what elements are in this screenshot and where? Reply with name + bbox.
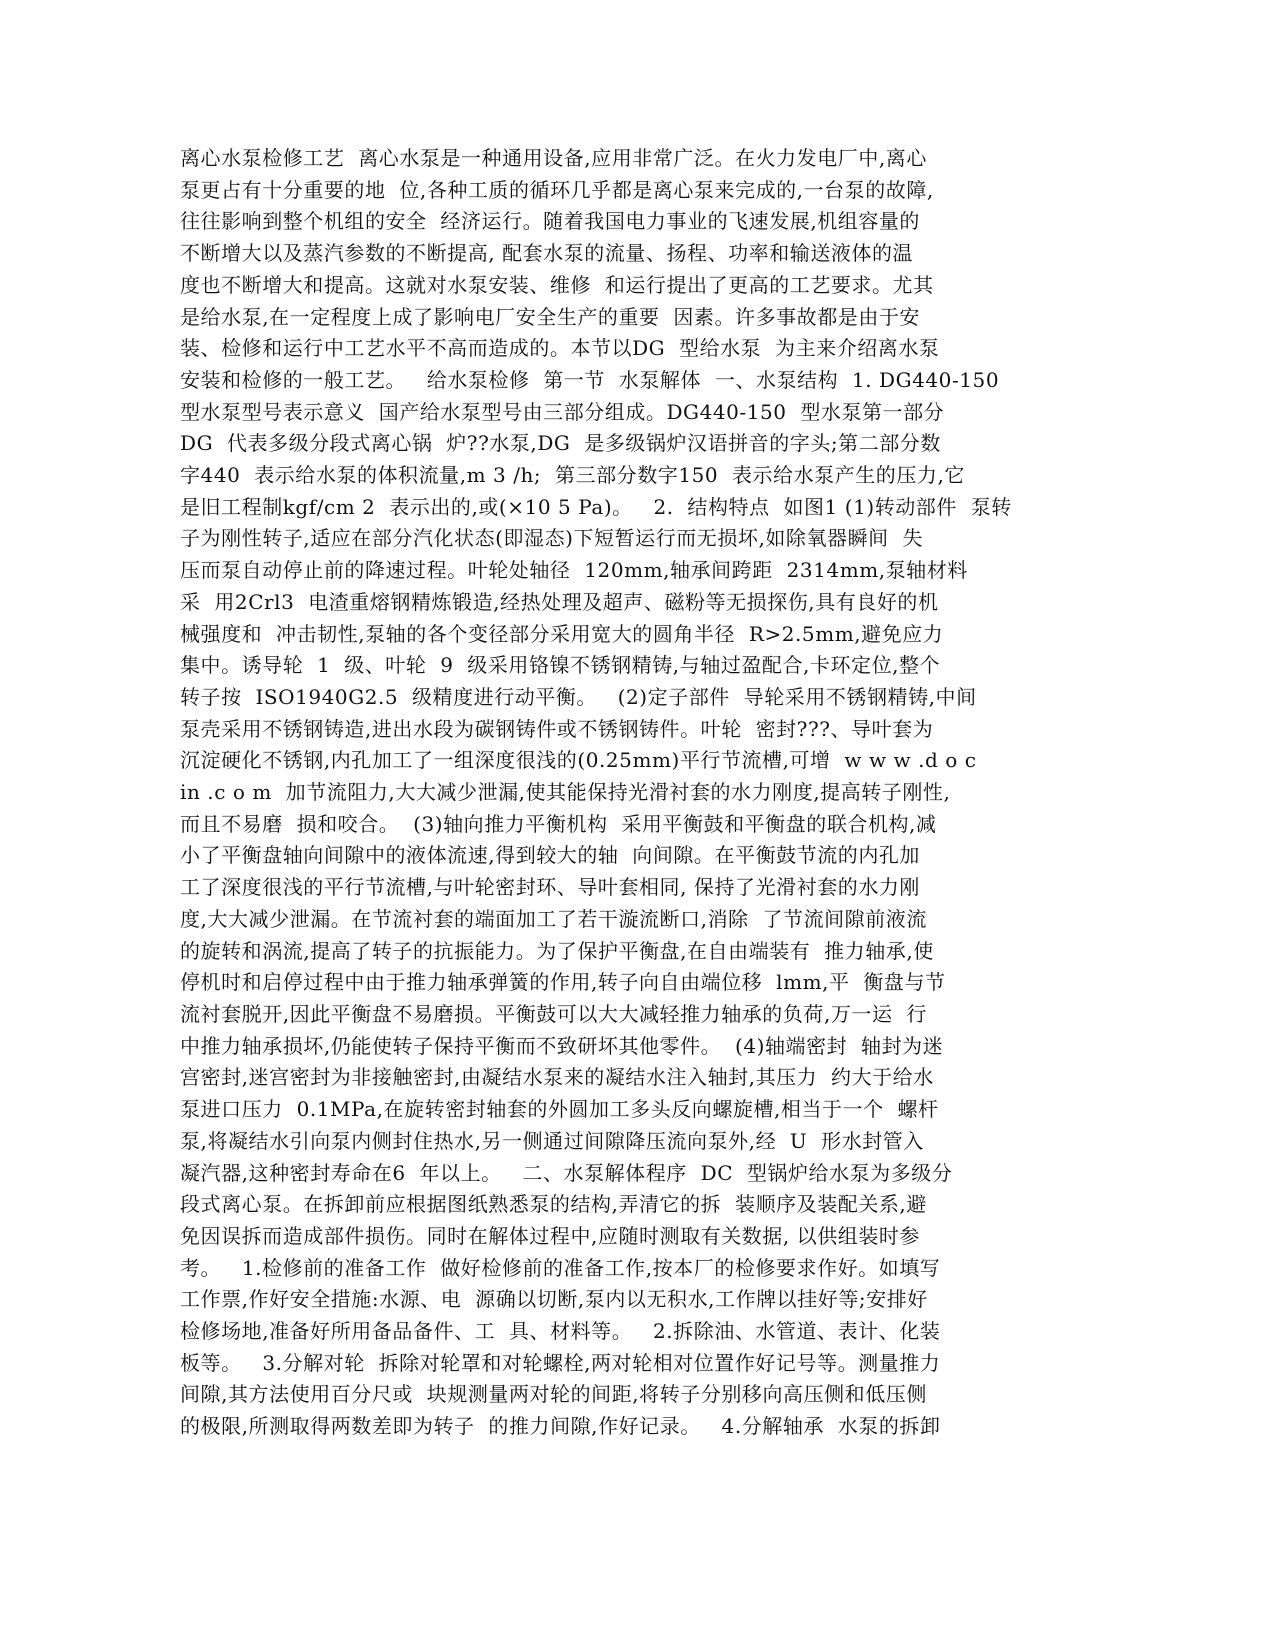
text-line: 械强度和 冲击韧性,泵轴的各个变径部分采用宽大的圆角半径 R>2.5mm,避免应力 bbox=[180, 621, 944, 646]
text-line: 小了平衡盘轴向间隙中的液体流速,得到较大的轴 向间隙。在平衡鼓节流的内孔加 bbox=[180, 843, 920, 868]
text-line: in .c o m 加节流阻力,大大减少泄漏,使其能保持光滑衬套的水力刚度,提高转子刚性, bbox=[180, 780, 951, 805]
text-line: 是给水泵,在一定程度上成了影响电厂安全生产的重要 因素。许多事故都是由于安 bbox=[180, 304, 920, 329]
text-line: 工了深度很浅的平行节流槽,与叶轮密封环、导叶套相同, 保持了光滑衬套的水力刚 bbox=[180, 875, 920, 900]
text-line: 而且不易磨 损和咬合。 (3)轴向推力平衡机构 采用平衡鼓和平衡盘的联合机构,减 bbox=[180, 811, 937, 836]
text-line: 检修场地,准备好所用备品备件、工 具、材料等。 2.拆除油、水管道、表计、化装 bbox=[180, 1319, 941, 1344]
text-line: 的极限,所测取得两数差即为转子 的推力间隙,作好记录。 4.分解轴承 水泵的拆卸 bbox=[180, 1414, 941, 1439]
text-line: 泵更占有十分重要的地 位,各种工质的循环几乎都是离心泵来完成的,一台泵的故障, bbox=[180, 177, 934, 202]
text-line: 字440 表示给水泵的体积流量,m 3 /h; 第三部分数字150 表示给水泵产生的压力,它 bbox=[180, 463, 965, 488]
text-line: 免因误拆而造成部件损伤。同时在解体过程中,应随时测取有关数据, 以供组装时参 bbox=[180, 1223, 920, 1248]
text-line: DG 代表多级分段式离心锅 炉??水泵,DG 是多级锅炉汉语拼音的字头;第二部分数 bbox=[180, 431, 941, 456]
text-line: 泵,将凝结水引向泵内侧封住热水,另一侧通过间隙降压流向泵外,经 U 形水封管入 bbox=[180, 1128, 924, 1153]
text-line: 考。 1.检修前的准备工作 做好检修前的准备工作,按本厂的检修要求作好。如填写 bbox=[180, 1255, 941, 1280]
text-line: 度也不断增大和提高。这就对水泵安装、维修 和运行提出了更高的工艺要求。尤其 bbox=[180, 272, 934, 297]
text-line: 型水泵型号表示意义 国产给水泵型号由三部分组成。DG440-150 型水泵第一部分 bbox=[180, 399, 945, 424]
text-line: 停机时和启停过程中由于推力轴承弹簧的作用,转子向自由端位移 lmm,平 衡盘与节 bbox=[180, 970, 946, 995]
text-line: 的旋转和涡流,提高了转子的抗振能力。为了保护平衡盘,在自由端装有 推力轴承,使 bbox=[180, 938, 934, 963]
text-line: 不断增大以及蒸汽参数的不断提高, 配套水泵的流量、扬程、功率和输送液体的温 bbox=[180, 241, 914, 266]
text-line: 是旧工程制kgf/cm 2 表示出的,或(×10 5 Pa)。 2. 结构特点 如图1 (1)转动部件 泵转 bbox=[180, 494, 1012, 519]
text-line: 间隙,其方法使用百分尺或 块规测量两对轮的间距,将转子分别移向高压侧和低压侧 bbox=[180, 1382, 927, 1407]
text-line: 中推力轴承损坏,仍能使转子保持平衡而不致研坏其他零件。 (4)轴端密封 轴封为迷 bbox=[180, 1033, 944, 1058]
text-line: 凝汽器,这种密封寿命在6 年以上。 二、水泵解体程序 DC 型锅炉给水泵为多级分 bbox=[180, 1160, 953, 1185]
text-line: 子为刚性转子,适应在部分汽化状态(即湿态)下短暂运行而无损坏,如除氧器瞬间 失 bbox=[180, 526, 924, 551]
text-line: 压而泵自动停止前的降速过程。叶轮处轴径 120mm,轴承间跨距 2314mm,泵轴材料 bbox=[180, 558, 968, 583]
text-line: 沉淀硬化不锈钢,内孔加工了一组深度很浅的(0.25mm)平行节流槽,可增 w w w .d o c bbox=[180, 748, 977, 773]
text-line: 宫密封,迷宫密封为非接触密封,由凝结水泵来的凝结水注入轴封,其压力 约大于给水 bbox=[180, 1065, 934, 1090]
text-line: 离心水泵检修工艺 离心水泵是一种通用设备,应用非常广泛。在火力发电厂中,离心 bbox=[180, 146, 927, 170]
text-line: 泵壳采用不锈钢铸造,进出水段为碳钢铸件或不锈钢铸件。叶轮 密封???、导叶套为 bbox=[180, 716, 934, 741]
text-line: 安装和检修的一般工艺。 给水泵检修 第一节 水泵解体 一、水泵结构 1. DG440-150 bbox=[180, 367, 1000, 392]
text-line: 转子按 ISO1940G2.5 级精度进行动平衡。 (2)定子部件 导轮采用不锈钢精铸,中间 bbox=[180, 684, 977, 709]
text-line: 工作票,作好安全措施:水源、电 源确以切断,泵内以无积水,工作牌以挂好等;安排好 bbox=[180, 1287, 928, 1312]
text-line: 段式离心泵。在拆卸前应根据图纸熟悉泵的结构,弄清它的拆 装顺序及装配关系,避 bbox=[180, 1192, 927, 1217]
text-line: 往往影响到整个机组的安全 经济运行。随着我国电力事业的飞速发展,机组容量的 bbox=[180, 209, 920, 234]
text-line: 度,大大减少泄漏。在节流衬套的端面加工了若干漩流断口,消除 了节流间隙前液流 bbox=[180, 906, 927, 931]
text-line: 装、检修和运行中工艺水平不高而造成的。本节以DG 型给水泵 为主来介绍离水泵 bbox=[180, 336, 940, 361]
text-line: 集中。诱导轮 1 级、叶轮 9 级采用铬镍不锈钢精铸,与轴过盈配合,卡环定位,整个 bbox=[180, 653, 941, 678]
text-line: 流衬套脱开,因此平衡盘不易磨损。平衡鼓可以大大减轻推力轴承的负荷,万一运 行 bbox=[180, 1001, 927, 1026]
body-text bbox=[180, 143, 1070, 1443]
text-line: 泵进口压力 0.1MPa,在旋转密封轴套的外圆加工多头反向螺旋槽,相当于一个 螺杆 bbox=[180, 1097, 939, 1122]
text-line: 采 用2Crl3 电渣重熔钢精炼锻造,经热处理及超声、磁粉等无损探伤,具有良好的机 bbox=[180, 589, 939, 614]
text-line: 板等。 3.分解对轮 拆除对轮罩和对轮螺栓,两对轮相对位置作好记号等。测量推力 bbox=[180, 1350, 941, 1375]
